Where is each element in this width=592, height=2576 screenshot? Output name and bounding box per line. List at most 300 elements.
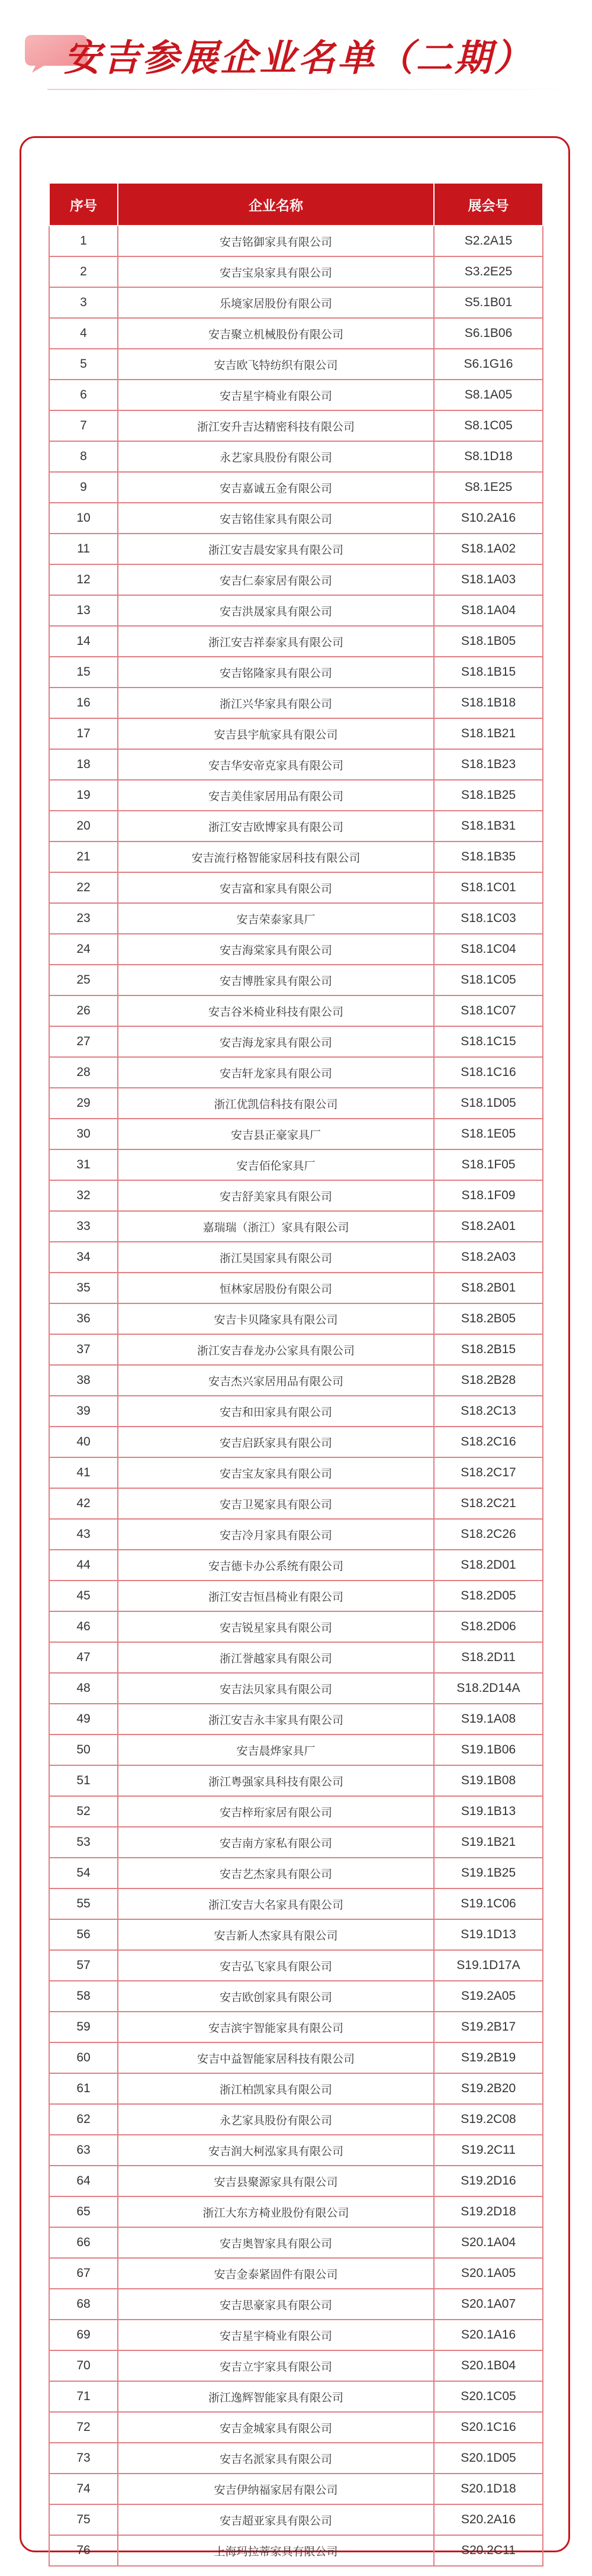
table-row <box>49 1180 543 1211</box>
table-row <box>49 2073 543 2104</box>
company-name: 安吉名派家具有限公司 <box>118 2443 434 2474</box>
table-row <box>49 472 543 503</box>
company-name: 安吉佰伦家具厂 <box>118 1149 434 1180</box>
booth-number: S19.2A05 <box>434 1981 543 2012</box>
row-number: 5 <box>49 349 118 380</box>
table-row <box>49 2412 543 2443</box>
company-name: 嘉瑞瑞（浙江）家具有限公司 <box>118 1211 434 1242</box>
row-number: 57 <box>49 1950 118 1981</box>
booth-number: S20.1A05 <box>434 2258 543 2289</box>
row-number: 56 <box>49 1919 118 1950</box>
table-row <box>49 2012 543 2042</box>
column-header-company: 企业名称 <box>118 183 434 226</box>
company-name: 安吉金城家具有限公司 <box>118 2412 434 2443</box>
row-number: 44 <box>49 1550 118 1581</box>
row-number: 71 <box>49 2381 118 2412</box>
company-name: 浙江安吉春龙办公家具有限公司 <box>118 1334 434 1365</box>
company-name: 安吉艺杰家具有限公司 <box>118 1858 434 1888</box>
table-row <box>49 1119 543 1149</box>
row-number: 45 <box>49 1581 118 1611</box>
row-number: 76 <box>49 2535 118 2566</box>
company-name: 安吉启跃家具有限公司 <box>118 1427 434 1457</box>
row-number: 68 <box>49 2289 118 2320</box>
row-number: 55 <box>49 1888 118 1919</box>
company-name: 安吉思豪家具有限公司 <box>118 2289 434 2320</box>
booth-number: S18.2D05 <box>434 1581 543 1611</box>
row-number: 26 <box>49 995 118 1026</box>
booth-number: S18.1B05 <box>434 626 543 657</box>
row-number: 74 <box>49 2474 118 2504</box>
table-row <box>49 2535 543 2566</box>
table-row <box>49 2104 543 2135</box>
company-name: 浙江安吉欧博家具有限公司 <box>118 811 434 841</box>
row-number: 38 <box>49 1365 118 1396</box>
row-number: 10 <box>49 503 118 534</box>
company-name: 安吉晨烨家具厂 <box>118 1735 434 1765</box>
row-number: 42 <box>49 1488 118 1519</box>
table-row <box>49 2443 543 2474</box>
row-number: 40 <box>49 1427 118 1457</box>
company-name: 安吉海龙家具有限公司 <box>118 1026 434 1057</box>
table-row <box>49 2166 543 2196</box>
booth-number: S18.1C16 <box>434 1057 543 1088</box>
row-number: 41 <box>49 1457 118 1488</box>
booth-number: S18.1A03 <box>434 564 543 595</box>
table-row <box>49 564 543 595</box>
booth-number: S18.1F09 <box>434 1180 543 1211</box>
company-name: 安吉欧飞特纺织有限公司 <box>118 349 434 380</box>
company-name: 浙江昊国家具有限公司 <box>118 1242 434 1273</box>
company-name: 安吉海棠家具有限公司 <box>118 934 434 965</box>
booth-number: S18.2D06 <box>434 1611 543 1642</box>
company-name: 安吉滨宇智能家具有限公司 <box>118 2012 434 2042</box>
table-row <box>49 841 543 872</box>
row-number: 11 <box>49 534 118 564</box>
company-name: 浙江安吉恒昌椅业有限公司 <box>118 1581 434 1611</box>
table-row <box>49 441 543 472</box>
company-name: 安吉嘉诚五金有限公司 <box>118 472 434 503</box>
booth-number: S19.1C06 <box>434 1888 543 1919</box>
table-row <box>49 749 543 780</box>
table-row <box>49 1704 543 1735</box>
booth-number: S18.1B18 <box>434 688 543 718</box>
booth-number: S18.2C16 <box>434 1427 543 1457</box>
company-name: 安吉洪晟家具有限公司 <box>118 595 434 626</box>
row-number: 23 <box>49 903 118 934</box>
booth-number: S20.1C05 <box>434 2381 543 2412</box>
exhibitor-table-wrapper <box>49 182 542 2567</box>
booth-number: S19.1A08 <box>434 1704 543 1735</box>
booth-number: S18.1D05 <box>434 1088 543 1119</box>
booth-number: S18.1E05 <box>434 1119 543 1149</box>
table-row <box>49 1088 543 1119</box>
company-name: 浙江安吉永丰家具有限公司 <box>118 1704 434 1735</box>
table-row <box>49 1488 543 1519</box>
table-row <box>49 1457 543 1488</box>
table-row <box>49 1673 543 1704</box>
company-name: 永艺家具股份有限公司 <box>118 441 434 472</box>
booth-number: S19.2C11 <box>434 2135 543 2166</box>
company-name: 安吉冷月家具有限公司 <box>118 1519 434 1550</box>
table-row <box>49 287 543 318</box>
booth-number: S18.1B35 <box>434 841 543 872</box>
booth-number: S19.2B20 <box>434 2073 543 2104</box>
company-name: 安吉舒美家具有限公司 <box>118 1180 434 1211</box>
table-row <box>49 1242 543 1273</box>
booth-number: S20.1A16 <box>434 2320 543 2350</box>
company-name: 安吉仁泰家居有限公司 <box>118 564 434 595</box>
booth-number: S8.1E25 <box>434 472 543 503</box>
column-header-number: 序号 <box>49 183 118 226</box>
table-row <box>49 2042 543 2073</box>
company-name: 安吉法贝家具有限公司 <box>118 1673 434 1704</box>
table-row <box>49 1057 543 1088</box>
table-row <box>49 1211 543 1242</box>
booth-number: S19.1B08 <box>434 1765 543 1796</box>
table-row <box>49 1611 543 1642</box>
table-row <box>49 2289 543 2320</box>
company-name: 安吉县正豪家具厂 <box>118 1119 434 1149</box>
booth-number: S18.1B25 <box>434 780 543 811</box>
table-row <box>49 1888 543 1919</box>
table-row <box>49 349 543 380</box>
booth-number: S20.2A16 <box>434 2504 543 2535</box>
company-name: 安吉和田家具有限公司 <box>118 1396 434 1427</box>
row-number: 73 <box>49 2443 118 2474</box>
page-title: 安吉参展企业名单（二期） <box>64 36 533 79</box>
table-row <box>49 626 543 657</box>
company-name: 安吉宝泉家具有限公司 <box>118 256 434 287</box>
booth-number: S19.2D16 <box>434 2166 543 2196</box>
row-number: 43 <box>49 1519 118 1550</box>
booth-number: S18.1B23 <box>434 749 543 780</box>
company-name: 安吉宝友家具有限公司 <box>118 1457 434 1488</box>
booth-number: S18.1C07 <box>434 995 543 1026</box>
booth-number: S18.2D14A <box>434 1673 543 1704</box>
row-number: 17 <box>49 718 118 749</box>
booth-number: S18.2B01 <box>434 1273 543 1303</box>
row-number: 9 <box>49 472 118 503</box>
company-name: 浙江粤强家具科技有限公司 <box>118 1765 434 1796</box>
row-number: 53 <box>49 1827 118 1858</box>
booth-number: S18.1A04 <box>434 595 543 626</box>
row-number: 36 <box>49 1303 118 1334</box>
row-number: 46 <box>49 1611 118 1642</box>
company-name: 安吉铭御家具有限公司 <box>118 226 434 256</box>
company-name: 浙江誉越家具有限公司 <box>118 1642 434 1673</box>
booth-number: S20.2C11 <box>434 2535 543 2566</box>
table-row <box>49 934 543 965</box>
booth-number: S18.2C26 <box>434 1519 543 1550</box>
booth-number: S18.1A02 <box>434 534 543 564</box>
booth-number: S18.1C05 <box>434 965 543 995</box>
company-name: 安吉县宇航家具有限公司 <box>118 718 434 749</box>
table-row <box>49 1735 543 1765</box>
row-number: 49 <box>49 1704 118 1735</box>
row-number: 32 <box>49 1180 118 1211</box>
company-name: 浙江安吉祥泰家具有限公司 <box>118 626 434 657</box>
company-name: 安吉荣泰家具厂 <box>118 903 434 934</box>
booth-number: S8.1A05 <box>434 380 543 410</box>
booth-number: S19.1B13 <box>434 1796 543 1827</box>
company-name: 安吉德卡办公系统有限公司 <box>118 1550 434 1581</box>
row-number: 25 <box>49 965 118 995</box>
company-name: 安吉聚立机械股份有限公司 <box>118 318 434 349</box>
table-row <box>49 1427 543 1457</box>
table-row <box>49 1950 543 1981</box>
row-number: 64 <box>49 2166 118 2196</box>
row-number: 48 <box>49 1673 118 1704</box>
booth-number: S18.2A01 <box>434 1211 543 1242</box>
row-number: 2 <box>49 256 118 287</box>
table-row <box>49 1581 543 1611</box>
row-number: 15 <box>49 657 118 688</box>
row-number: 63 <box>49 2135 118 2166</box>
row-number: 39 <box>49 1396 118 1427</box>
company-name: 浙江安吉晨安家具有限公司 <box>118 534 434 564</box>
booth-number: S19.2D18 <box>434 2196 543 2227</box>
row-number: 70 <box>49 2350 118 2381</box>
booth-number: S20.1C16 <box>434 2412 543 2443</box>
table-row <box>49 1550 543 1581</box>
table-row <box>49 1396 543 1427</box>
booth-number: S10.2A16 <box>434 503 543 534</box>
booth-number: S19.2B19 <box>434 2042 543 2073</box>
company-name: 安吉谷米椅业科技有限公司 <box>118 995 434 1026</box>
row-number: 61 <box>49 2073 118 2104</box>
table-row <box>49 2227 543 2258</box>
company-name: 恒林家居股份有限公司 <box>118 1273 434 1303</box>
company-name: 安吉弘飞家具有限公司 <box>118 1950 434 1981</box>
booth-number: S18.1C03 <box>434 903 543 934</box>
row-number: 35 <box>49 1273 118 1303</box>
row-number: 51 <box>49 1765 118 1796</box>
company-name: 安吉县聚源家具有限公司 <box>118 2166 434 2196</box>
booth-number: S18.1C04 <box>434 934 543 965</box>
booth-number: S18.1C15 <box>434 1026 543 1057</box>
row-number: 22 <box>49 872 118 903</box>
table-row <box>49 903 543 934</box>
table-row <box>49 995 543 1026</box>
table-row <box>49 1273 543 1303</box>
booth-number: S20.1A04 <box>434 2227 543 2258</box>
company-name: 安吉华安帝克家具有限公司 <box>118 749 434 780</box>
company-name: 安吉超亚家具有限公司 <box>118 2504 434 2535</box>
row-number: 21 <box>49 841 118 872</box>
table-row <box>49 256 543 287</box>
booth-number: S18.2D01 <box>434 1550 543 1581</box>
table-row <box>49 595 543 626</box>
table-row <box>49 2381 543 2412</box>
table-row <box>49 1981 543 2012</box>
company-name: 安吉流行格智能家居科技有限公司 <box>118 841 434 872</box>
row-number: 65 <box>49 2196 118 2227</box>
booth-number: S18.2B15 <box>434 1334 543 1365</box>
row-number: 19 <box>49 780 118 811</box>
row-number: 29 <box>49 1088 118 1119</box>
table-row <box>49 718 543 749</box>
table-row <box>49 1919 543 1950</box>
booth-number: S19.2B17 <box>434 2012 543 2042</box>
table-row <box>49 872 543 903</box>
row-number: 31 <box>49 1149 118 1180</box>
table-row <box>49 1026 543 1057</box>
company-name: 安吉新人杰家具有限公司 <box>118 1919 434 1950</box>
booth-number: S18.2D11 <box>434 1642 543 1673</box>
row-number: 24 <box>49 934 118 965</box>
booth-number: S19.1B21 <box>434 1827 543 1858</box>
company-name: 浙江兴华家具有限公司 <box>118 688 434 718</box>
table-row <box>49 1796 543 1827</box>
company-name: 安吉星宇椅业有限公司 <box>118 2320 434 2350</box>
company-name: 安吉奥智家具有限公司 <box>118 2227 434 2258</box>
table-row <box>49 1334 543 1365</box>
booth-number: S5.1B01 <box>434 287 543 318</box>
company-name: 乐境家居股份有限公司 <box>118 287 434 318</box>
table-header-row <box>49 183 543 226</box>
company-name: 浙江安吉大名家具有限公司 <box>118 1888 434 1919</box>
company-name: 安吉美佳家居用品有限公司 <box>118 780 434 811</box>
booth-number: S6.1B06 <box>434 318 543 349</box>
booth-number: S18.1B15 <box>434 657 543 688</box>
row-number: 59 <box>49 2012 118 2042</box>
row-number: 33 <box>49 1211 118 1242</box>
booth-number: S19.1D17A <box>434 1950 543 1981</box>
row-number: 75 <box>49 2504 118 2535</box>
company-name: 浙江优凯信科技有限公司 <box>118 1088 434 1119</box>
table-row <box>49 780 543 811</box>
row-number: 66 <box>49 2227 118 2258</box>
company-name: 安吉中益智能家居科技有限公司 <box>118 2042 434 2073</box>
booth-number: S18.1B21 <box>434 718 543 749</box>
table-row <box>49 965 543 995</box>
company-name: 永艺家具股份有限公司 <box>118 2104 434 2135</box>
booth-number: S20.1D18 <box>434 2474 543 2504</box>
company-name: 浙江逸辉智能家具有限公司 <box>118 2381 434 2412</box>
booth-number: S19.1B25 <box>434 1858 543 1888</box>
company-name: 安吉铭隆家具有限公司 <box>118 657 434 688</box>
row-number: 34 <box>49 1242 118 1273</box>
company-name: 浙江大东方椅业股份有限公司 <box>118 2196 434 2227</box>
company-name: 安吉卫冕家具有限公司 <box>118 1488 434 1519</box>
table-row <box>49 1765 543 1796</box>
row-number: 58 <box>49 1981 118 2012</box>
row-number: 62 <box>49 2104 118 2135</box>
table-row <box>49 1365 543 1396</box>
booth-number: S19.1D13 <box>434 1919 543 1950</box>
row-number: 50 <box>49 1735 118 1765</box>
table-row <box>49 688 543 718</box>
booth-number: S19.2C08 <box>434 2104 543 2135</box>
row-number: 18 <box>49 749 118 780</box>
table-row <box>49 2504 543 2535</box>
row-number: 6 <box>49 380 118 410</box>
company-name: 安吉卡贝隆家具有限公司 <box>118 1303 434 1334</box>
company-name: 安吉梓珩家居有限公司 <box>118 1796 434 1827</box>
row-number: 67 <box>49 2258 118 2289</box>
company-name: 安吉富和家具有限公司 <box>118 872 434 903</box>
table-body <box>49 226 543 2566</box>
table-row <box>49 534 543 564</box>
booth-number: S18.2B05 <box>434 1303 543 1334</box>
company-name: 安吉铭佳家具有限公司 <box>118 503 434 534</box>
row-number: 52 <box>49 1796 118 1827</box>
booth-number: S18.1C01 <box>434 872 543 903</box>
booth-number: S8.1D18 <box>434 441 543 472</box>
company-name: 安吉伊纳福家居有限公司 <box>118 2474 434 2504</box>
table-row <box>49 1858 543 1888</box>
booth-number: S18.2C13 <box>434 1396 543 1427</box>
table-row <box>49 2135 543 2166</box>
row-number: 60 <box>49 2042 118 2073</box>
row-number: 12 <box>49 564 118 595</box>
table-row <box>49 811 543 841</box>
table-row <box>49 2196 543 2227</box>
booth-number: S20.1A07 <box>434 2289 543 2320</box>
company-name: 安吉杰兴家居用品有限公司 <box>118 1365 434 1396</box>
table-row <box>49 226 543 256</box>
company-name: 安吉轩龙家具有限公司 <box>118 1057 434 1088</box>
table-row <box>49 2350 543 2381</box>
company-name: 浙江柏凯家具有限公司 <box>118 2073 434 2104</box>
table-row <box>49 318 543 349</box>
booth-number: S18.2C21 <box>434 1488 543 1519</box>
row-number: 13 <box>49 595 118 626</box>
company-name: 上海玛拉蒂家具有限公司 <box>118 2535 434 2566</box>
table-row <box>49 1519 543 1550</box>
booth-number: S18.2C17 <box>434 1457 543 1488</box>
title-divider <box>47 89 580 90</box>
page-header <box>0 0 592 101</box>
table-row <box>49 1827 543 1858</box>
row-number: 4 <box>49 318 118 349</box>
company-name: 安吉锐星家具有限公司 <box>118 1611 434 1642</box>
table-row <box>49 1642 543 1673</box>
row-number: 30 <box>49 1119 118 1149</box>
booth-number: S3.2E25 <box>434 256 543 287</box>
booth-number: S20.1B04 <box>434 2350 543 2381</box>
company-name: 安吉博胜家具有限公司 <box>118 965 434 995</box>
table-row <box>49 380 543 410</box>
table-row <box>49 657 543 688</box>
row-number: 14 <box>49 626 118 657</box>
row-number: 16 <box>49 688 118 718</box>
table-row <box>49 2474 543 2504</box>
company-name: 安吉润大柯泓家具有限公司 <box>118 2135 434 2166</box>
table-row <box>49 503 543 534</box>
row-number: 69 <box>49 2320 118 2350</box>
company-name: 安吉立宇家具有限公司 <box>118 2350 434 2381</box>
row-number: 1 <box>49 226 118 256</box>
row-number: 54 <box>49 1858 118 1888</box>
row-number: 27 <box>49 1026 118 1057</box>
company-name: 安吉星宇椅业有限公司 <box>118 380 434 410</box>
row-number: 3 <box>49 287 118 318</box>
table-row <box>49 1303 543 1334</box>
table-row <box>49 2258 543 2289</box>
booth-number: S8.1C05 <box>434 410 543 441</box>
row-number: 20 <box>49 811 118 841</box>
company-name: 安吉欧创家具有限公司 <box>118 1981 434 2012</box>
row-number: 47 <box>49 1642 118 1673</box>
row-number: 7 <box>49 410 118 441</box>
booth-number: S20.1D05 <box>434 2443 543 2474</box>
booth-number: S2.2A15 <box>434 226 543 256</box>
booth-number: S18.1B31 <box>434 811 543 841</box>
booth-number: S6.1G16 <box>434 349 543 380</box>
company-name: 安吉南方家私有限公司 <box>118 1827 434 1858</box>
booth-number: S18.2B28 <box>434 1365 543 1396</box>
